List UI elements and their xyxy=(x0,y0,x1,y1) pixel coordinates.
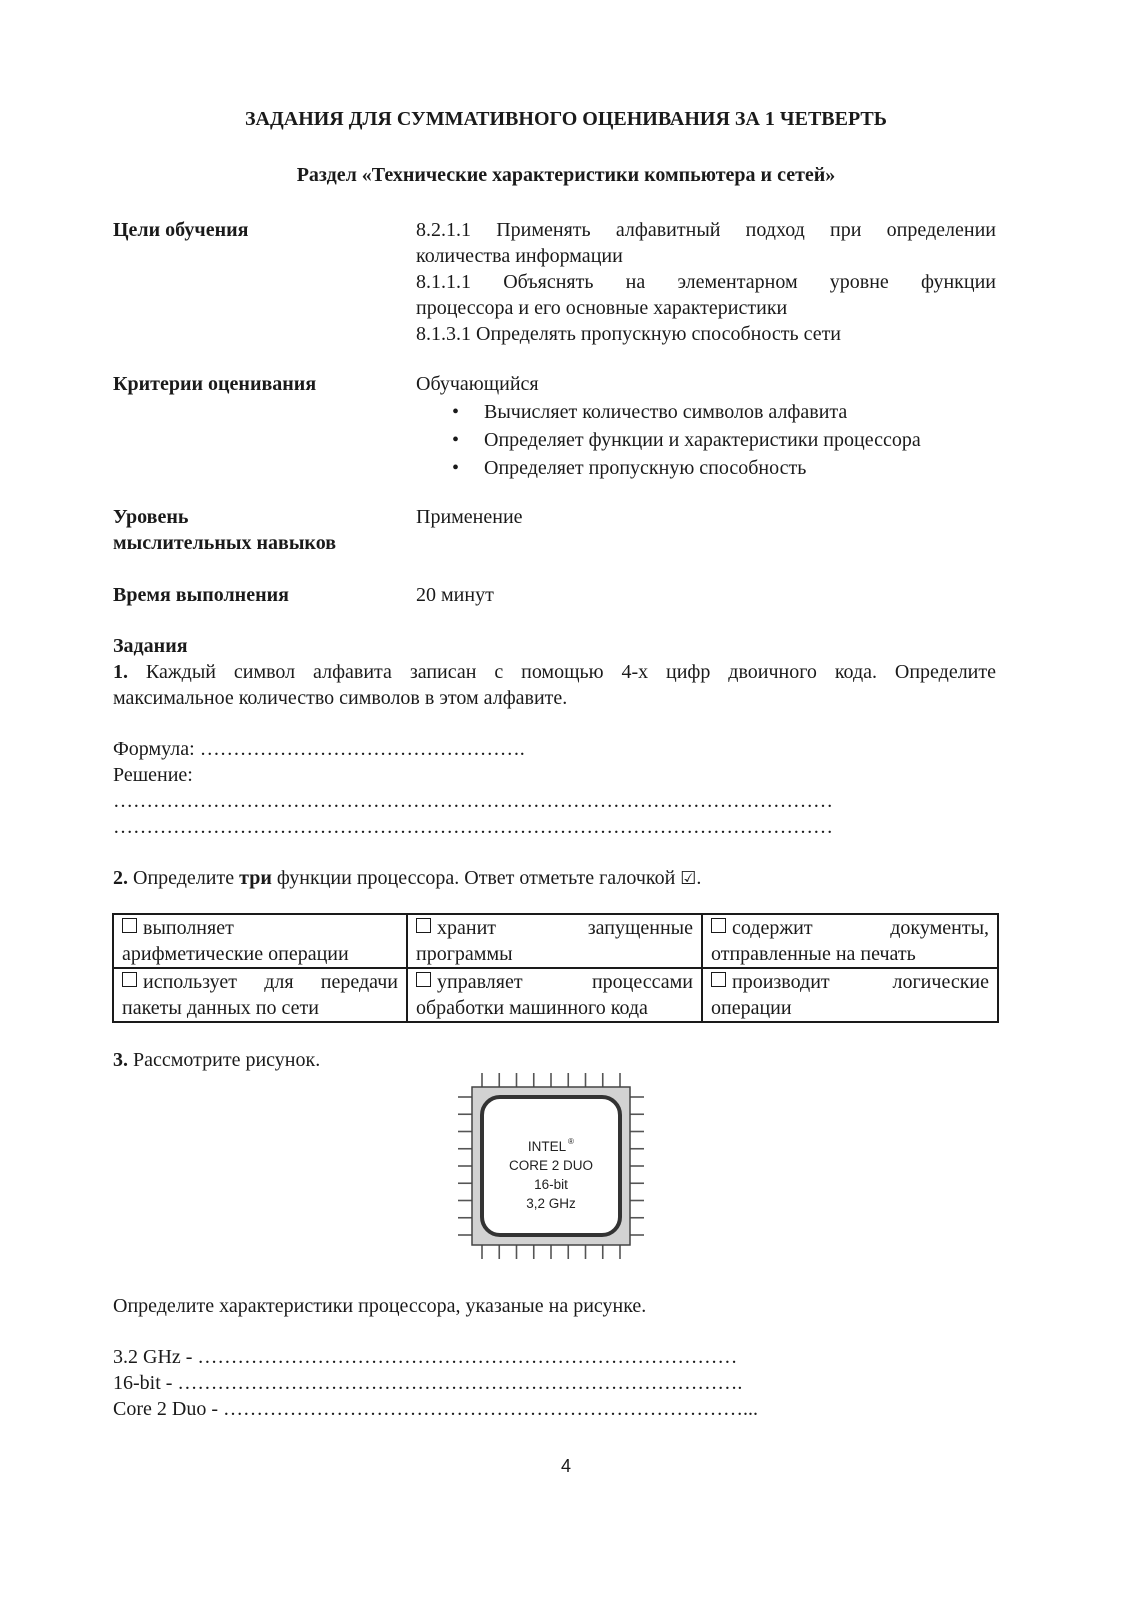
level-value: Применение xyxy=(416,506,523,528)
processor-chip-icon xyxy=(456,1071,646,1261)
task1-text xyxy=(113,659,996,711)
chip-bits-label: 16-bit xyxy=(534,1177,568,1192)
checkbox-icon[interactable] xyxy=(711,972,726,987)
criteria-block xyxy=(416,371,996,483)
criteria-label: Критерии оценивания xyxy=(113,373,317,395)
goals-label: Цели обучения xyxy=(113,219,249,241)
option-text: содержит документы, xyxy=(732,917,989,939)
goal-line: 8.2.1.1 Применять алфавитный подход при определении xyxy=(416,219,996,241)
goal-line: количества информации xyxy=(416,245,623,267)
solution-label: Решение: xyxy=(113,764,193,786)
time-label: Время выполнения xyxy=(113,584,289,606)
level-label-line: мыслительных навыков xyxy=(113,532,336,554)
option-text: пакеты данных по сети xyxy=(122,997,319,1019)
task1-line2: максимальное количество символов в этом алфавите. xyxy=(113,687,568,709)
option-text: операции xyxy=(711,997,792,1019)
option-cell[interactable] xyxy=(113,914,407,968)
option-text: производит логические xyxy=(732,971,989,993)
task3-text xyxy=(113,1047,320,1073)
level-label-line: Уровень xyxy=(113,506,189,528)
option-cell[interactable] xyxy=(407,968,702,1022)
level-label xyxy=(113,504,336,556)
task2-period: . xyxy=(696,867,702,889)
checkbox-icon[interactable] xyxy=(416,918,431,933)
option-cell[interactable] xyxy=(407,914,702,968)
checkbox-icon[interactable] xyxy=(416,972,431,987)
task1-line1: Каждый символ алфавита записан с помощью 4-х цифр двоичного кода. Определите xyxy=(145,661,997,683)
checkbox-icon[interactable] xyxy=(711,918,726,933)
chip-model-label: CORE 2 DUO xyxy=(508,1158,594,1173)
checkbox-icon[interactable] xyxy=(122,972,137,987)
criteria-item: • Определяет пропускную способность xyxy=(416,455,996,483)
option-cell[interactable] xyxy=(702,914,998,968)
option-text: обработки машинного кода xyxy=(416,997,648,1019)
chip-frequency-label: 3,2 GHz xyxy=(526,1196,576,1211)
options-table xyxy=(112,913,999,1023)
task2-text-bold: три xyxy=(239,867,272,889)
task3-text-body: Рассмотрите рисунок. xyxy=(133,1049,321,1071)
option-cell[interactable] xyxy=(113,968,407,1022)
goal-line: процессора и его основные характеристики xyxy=(416,297,788,319)
option-text: хранит запущенные xyxy=(437,917,693,939)
option-text: управляет процессами xyxy=(437,971,693,993)
criteria-intro: Обучающийся xyxy=(416,373,539,395)
answer-line-bit: 16-bit - …………………………………………………………………………. xyxy=(113,1372,743,1394)
task1-number: 1. xyxy=(113,661,128,683)
page-number: 4 xyxy=(560,1456,571,1476)
solution-dots-line: ……………………………………………………………………………………………… xyxy=(113,790,833,812)
task2-number: 2. xyxy=(113,867,128,889)
goal-line: 8.1.3.1 Определять пропускную способность сети xyxy=(416,323,842,345)
criteria-item: • Определяет функции и характеристики процессора xyxy=(416,427,996,455)
goals-list xyxy=(416,217,996,347)
chip-brand-label: INTEL xyxy=(527,1139,567,1154)
table-row xyxy=(113,914,998,968)
section-title: Раздел «Технические характеристики компьютера и сетей» xyxy=(296,164,836,186)
checkmark-box-icon: ☑ xyxy=(680,868,697,889)
time-value: 20 минут xyxy=(416,584,494,606)
criteria-item: • Вычисляет количество символов алфавита xyxy=(416,399,996,427)
criteria-list xyxy=(416,399,996,483)
answer-line-core: Core 2 Duo - ……………………………………………………………………... xyxy=(113,1398,758,1420)
option-text: выполняет xyxy=(143,917,234,939)
option-text: отправленные на печать xyxy=(711,943,916,965)
task3-question: Определите характеристики процессора, указаные на рисунке. xyxy=(113,1295,647,1317)
task1-line xyxy=(113,659,996,685)
answer-line-ghz: 3.2 GHz - ……………………………………………………………………… xyxy=(113,1346,738,1368)
option-text: арифметические операции xyxy=(122,943,349,965)
registered-icon: ® xyxy=(568,1137,574,1146)
formula-line: Формула: …………………………………………. xyxy=(113,738,525,760)
option-text: программы xyxy=(416,943,513,965)
task2-text xyxy=(113,865,701,892)
option-text: использует для передачи xyxy=(143,971,398,993)
task2-text-before: Определите xyxy=(133,867,235,889)
solution-dots-line: ……………………………………………………………………………………………… xyxy=(113,816,833,838)
page-title: ЗАДАНИЯ ДЛЯ СУММАТИВНОГО ОЦЕНИВАНИЯ ЗА 1 ЧЕТВЕРТЬ xyxy=(244,108,887,130)
option-cell[interactable] xyxy=(702,968,998,1022)
task3-number: 3. xyxy=(113,1049,128,1071)
table-row xyxy=(113,968,998,1022)
checkbox-icon[interactable] xyxy=(122,918,137,933)
tasks-heading: Задания xyxy=(113,635,188,657)
task2-text-after: функции процессора. Ответ отметьте галочкой xyxy=(276,867,676,889)
goal-line: 8.1.1.1 Объяснять на элементарном уровне функции xyxy=(416,271,996,293)
